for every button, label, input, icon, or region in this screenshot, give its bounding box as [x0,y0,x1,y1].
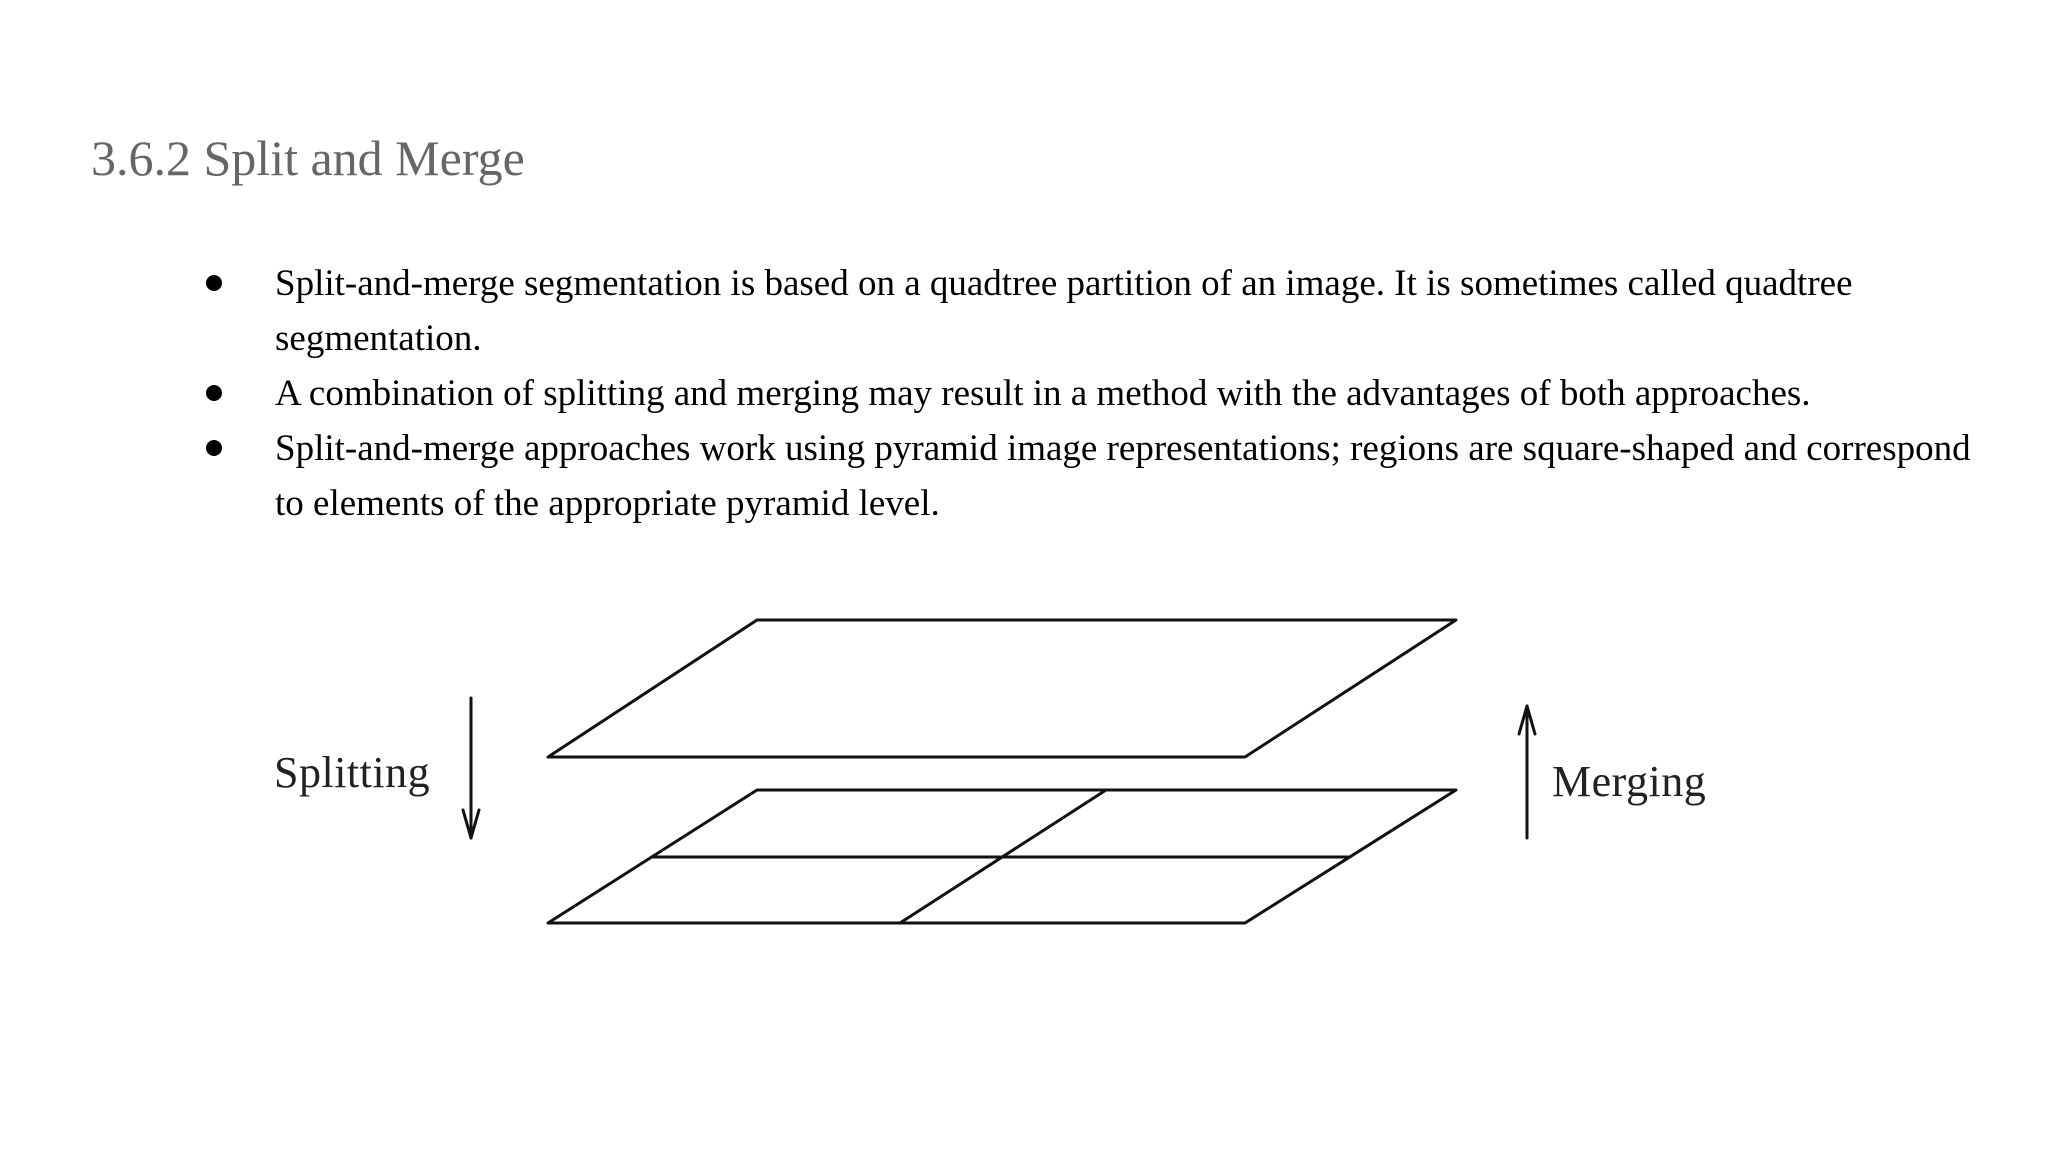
bullet-text: Split-and-merge segmentation is based on a quadtree partition of an image. It is sometimes called quadtree segmentation. [275,263,1853,359]
bullet-dot-icon [206,385,222,401]
bullet-item [0,366,2048,421]
bullet-list [0,256,2048,531]
bullet-dot-icon [206,440,222,456]
bottom-level-plane [548,790,1456,923]
bullet-text: Split-and-merge approaches work using pyramid image representations; regions are square-shaped and correspond to elements of the appropriate pyramid level. [275,428,1971,524]
slide-title: 3.6.2 Split and Merge [91,130,525,186]
bottom-plane-vertical-divider [900,790,1106,923]
bullet-text: A combination of splitting and merging may result in a method with the advantages of both approaches. [275,373,1811,414]
arrow-up-icon [1519,706,1535,838]
bullet-item [0,421,2048,531]
bullet-dot-icon [206,275,222,291]
arrow-down-icon [463,698,479,838]
merging-label: Merging [1552,757,1707,806]
bullet-item [0,256,2048,366]
top-level-plane [548,620,1456,757]
splitting-label: Splitting [274,748,431,797]
